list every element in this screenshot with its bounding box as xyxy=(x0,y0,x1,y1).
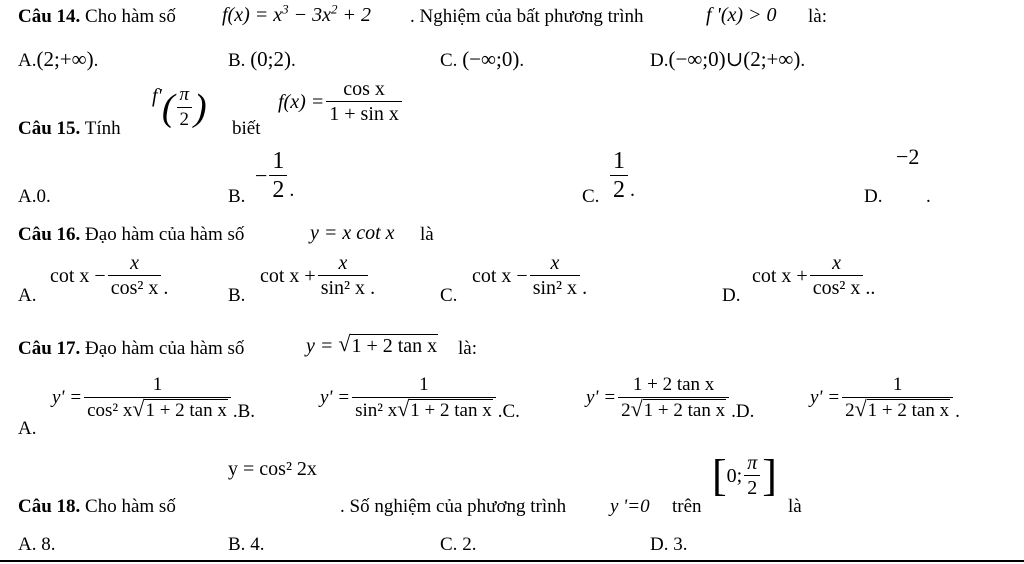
option-d-label[interactable]: D. xyxy=(722,285,741,306)
option-b[interactable]: cot x + $\frac{x}{\text{sin² x}}$ . xyxy=(260,252,376,299)
option-a[interactable]: A.(2;+∞). xyxy=(18,47,99,71)
question-text: biết xyxy=(232,118,261,139)
question-label: Câu 16. xyxy=(18,224,81,245)
question-text: . Nghiệm của bất phương trình xyxy=(410,6,644,27)
question-text: Cho hàm số xyxy=(85,6,176,27)
interval: [ 0; $\frac{\pi}{2}$ ] xyxy=(712,450,777,500)
equation: y '=0 xyxy=(610,496,650,517)
question-text: là xyxy=(420,224,434,245)
option-b[interactable]: − $\frac{1}{2}$ . xyxy=(255,148,295,203)
option-a[interactable]: A. 8. xyxy=(18,534,56,555)
question-text: Tính xyxy=(84,118,121,139)
option-c-label[interactable]: C. xyxy=(440,285,458,306)
question-label: Câu 14. xyxy=(18,6,81,27)
option-b-label[interactable]: B. xyxy=(228,285,246,306)
question-text: . Số nghiệm của phương trình xyxy=(340,496,567,517)
option-a[interactable]: y' = 1 cos² x √ 1 + 2 tan x .B. xyxy=(52,374,256,422)
question-label: Câu 18. xyxy=(18,496,81,517)
question-14 xyxy=(18,6,176,28)
option-c[interactable]: C. (−∞;0). xyxy=(440,47,525,71)
option-d[interactable]: cot x + $\frac{x}{\text{cos² x}}$ .. xyxy=(752,252,876,299)
option-b[interactable]: B. 4. xyxy=(228,534,265,555)
option-d[interactable]: D. 3. xyxy=(650,534,688,555)
question-text: là xyxy=(788,496,802,517)
option-d[interactable]: D.(−∞;0)∪(2;+∞). xyxy=(650,47,806,71)
option-d[interactable]: −2 xyxy=(896,144,920,169)
question-text: là: xyxy=(808,6,827,27)
option-b[interactable]: B. (0;2). xyxy=(228,47,296,71)
option-b[interactable]: y' = 1 sin² x √ 1 + 2 tan x .C. xyxy=(320,374,520,422)
function-formula: y = x cot x xyxy=(310,222,395,244)
option-d-label[interactable]: D. xyxy=(864,186,883,207)
option-d-trail: . xyxy=(926,186,931,207)
option-c[interactable]: $\frac{1}{2}$ . xyxy=(608,148,635,203)
option-a-label[interactable]: A. xyxy=(18,418,37,439)
question-text: là: xyxy=(458,338,477,359)
derivative-at-point: f' ( $\frac{\pi}{2}$ ) xyxy=(152,84,207,130)
question-label: Câu 17. xyxy=(18,338,81,359)
question-text: Cho hàm số xyxy=(85,496,176,517)
function-formula: $f(x) = x^3 - 3x^2 + 2$ xyxy=(222,1,372,26)
option-d[interactable]: y' = 1 2 √ 1 + 2 tan x . xyxy=(810,374,960,422)
question-18 xyxy=(18,496,176,518)
option-c[interactable]: cot x − $\frac{x}{\text{sin² x}}$ . xyxy=(472,252,588,299)
function-formula: y = cos² 2x xyxy=(228,458,317,480)
inequality-formula: f '(x) > 0 xyxy=(706,4,777,26)
question-15 xyxy=(18,118,121,140)
question-text: trên xyxy=(672,496,702,517)
question-17 xyxy=(18,338,244,360)
option-b-label[interactable]: B. xyxy=(228,186,246,207)
option-a-label[interactable]: A. xyxy=(18,285,37,306)
question-text: Đạo hàm của hàm số xyxy=(85,338,245,359)
option-c[interactable]: y' = 1 + 2 tan x 2 √ 1 + 2 tan x .D. xyxy=(586,374,755,422)
question-label: Câu 15. xyxy=(18,118,81,139)
option-c-label[interactable]: C. xyxy=(582,186,600,207)
function-formula: f(x) = $\frac{\text{cos x}}{\text{1 + sin x}}$ xyxy=(278,78,404,125)
option-a[interactable]: cot x − $\frac{x}{\text{cos² x}}$ . xyxy=(50,252,169,299)
option-a[interactable]: A.0. xyxy=(18,186,51,207)
option-c[interactable]: C. 2. xyxy=(440,534,477,555)
question-text: Đạo hàm của hàm số xyxy=(85,224,245,245)
question-16 xyxy=(18,224,244,246)
bottom-divider xyxy=(0,560,1024,562)
function-formula: y = √ 1 + 2 tan x xyxy=(306,331,438,357)
